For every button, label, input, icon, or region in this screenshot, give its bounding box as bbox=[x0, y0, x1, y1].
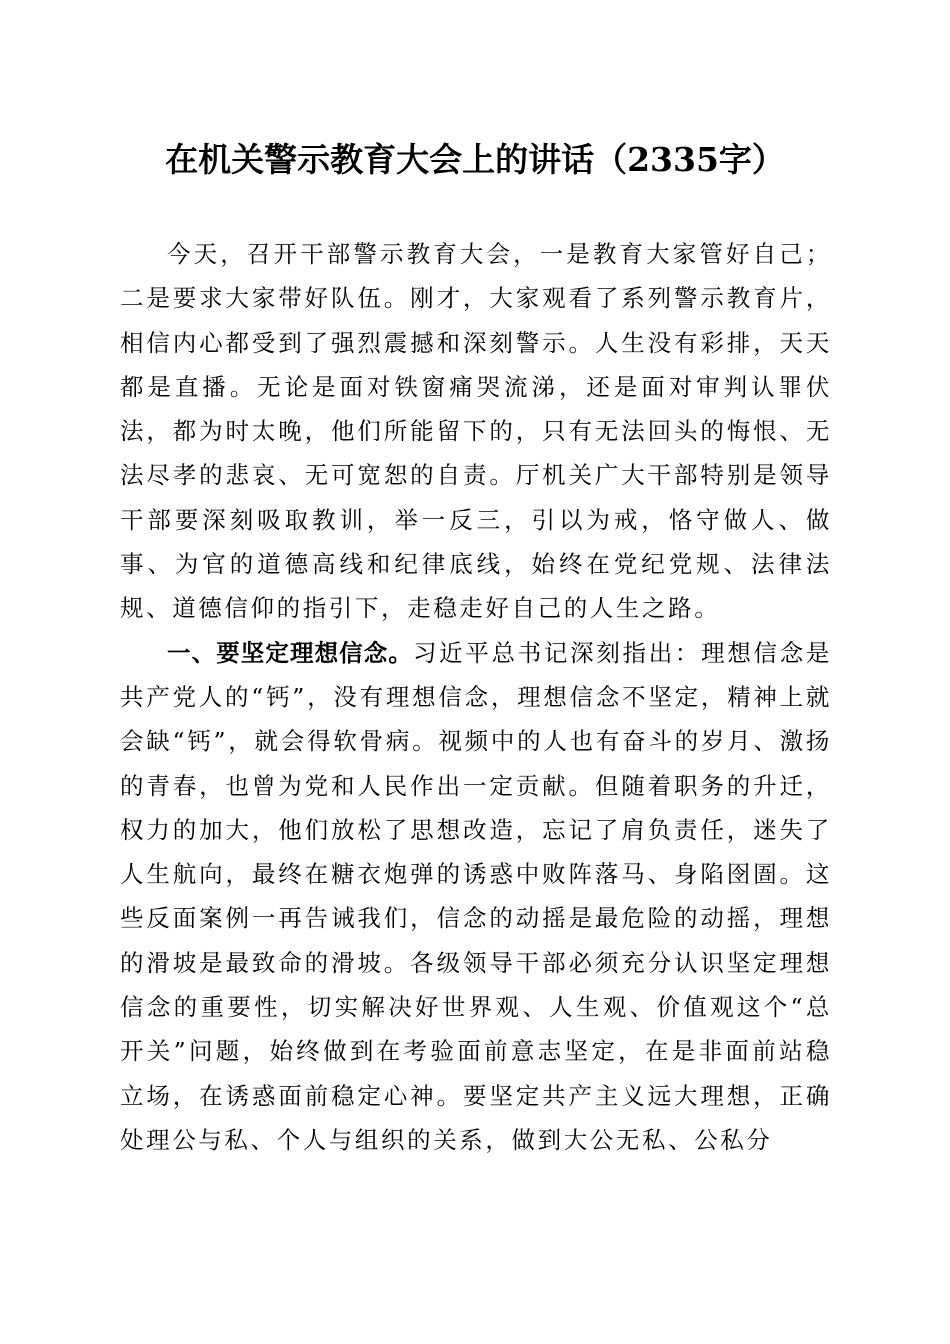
paragraph-section-1 bbox=[120, 631, 832, 1163]
paragraph-text: 今天，召开干部警示教育大会，一是教育大家管好自己；二是要求大家带好队伍。刚才，大家观看了系列警示教育片，相信内心都受到了强烈震撼和深刻警示。人生没有彩排，天天都是直播。无论是面对铁窗痛哭流涕，还是面对审判认罪伏法，都为时太晚，他们所能留下的，只有无法回头的悔恨、无法尽孝的悲哀、无可宽恕的自责。厅机关广大干部特别是领导干部要深刻吸取教训，举一反三，引以为戒，恪守做人、做事、为官的道德高线和纪律底线，始终在党纪党规、法律法规、道德信仰的指引下，走稳走好自己的人生之路。 bbox=[120, 240, 832, 623]
section-heading: 一、要坚定理想信念。 bbox=[167, 638, 413, 667]
paragraph-text: 习近平总书记深刻指出：理想信念是共产党人的“钙”，没有理想信念，理想信念不坚定，精神上就会缺“钙”，就会得软骨病。视频中的人也有奋斗的岁月、激扬的青春，也曾为党和人民作出一定贡献。但随着职务的升迁，权力的加大，他们放松了思想改造，忘记了肩负责任，迷失了人生航向，最终在糖衣炮弹的诱惑中败阵落马、身陷囹圄。这些反面案例一再告诫我们，信念的动摇是最危险的动摇，理想的滑坡是最致命的滑坡。各级领导干部必须充分认识坚定理想信念的重要性，切实解决好世界观、人生观、价值观这个“总开关”问题，始终做到在考验面前意志坚定，在是非面前站稳立场，在诱惑面前稳定心神。要坚定共产主义远大理想，正确处理公与私、个人与组织的关系，做到大公无私、公私分 bbox=[120, 638, 833, 1154]
document-body bbox=[120, 232, 832, 1162]
page-title: 在机关警示教育大会上的讲话（2335字） bbox=[165, 140, 785, 179]
paragraph-intro bbox=[120, 232, 832, 631]
